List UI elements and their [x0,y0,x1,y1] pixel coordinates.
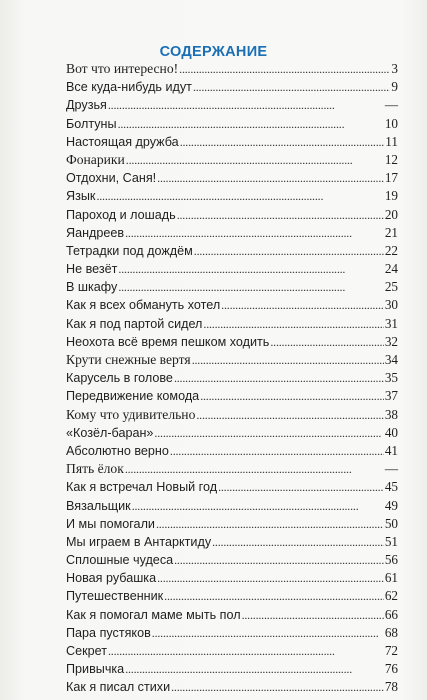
toc-entry-page-number: 38 [384,406,398,422]
toc-entry-page-number: 32 [384,333,398,349]
dot-leader [221,296,384,314]
toc-entry [66,242,398,260]
toc-entry [66,133,398,151]
toc-entry-title: Пароход и лошадь [66,207,176,222]
dot-leader [118,115,384,133]
dot-leader [157,169,384,187]
dot-leader [170,442,384,460]
toc-entry-title: Как я всех обмануть хотел [66,298,221,313]
toc-entry [66,678,398,696]
toc-entry-page-number: 17 [384,170,398,186]
toc-entry [66,642,398,660]
dot-leader [125,660,384,678]
toc-entry-page-number: 10 [384,115,398,131]
toc-entry [66,442,398,460]
toc-entry-page-number: 56 [384,552,398,568]
dot-leader [96,187,383,205]
toc-entry-title: Не везёт [66,262,118,277]
dot-leader [174,369,384,387]
toc-entry [66,333,398,351]
toc-entry-page-number: 72 [384,643,398,658]
dot-leader [196,406,383,424]
dot-leader [200,387,384,405]
toc-entry-page-number: 12 [384,151,398,167]
toc-entry-title: Как я писал стихи [66,680,171,695]
toc-entry-page-number: 78 [384,679,398,695]
toc-entry-page-number: 49 [384,497,398,513]
toc-entry-title: Путешественник [66,589,164,604]
dot-leader [179,60,390,78]
toc-entry [66,497,398,515]
toc-entry-title: Пять ёлок [66,461,124,477]
toc-entry-title: Болтуны [66,116,117,131]
toc-entry [66,387,398,405]
page-title: СОДЕРЖАНИЕ [159,43,268,60]
toc-entry [66,533,398,551]
toc-entry-title: Отдохни, Саня! [66,171,157,186]
toc-entry-title: Фонарики [66,151,125,167]
dot-leader [118,260,383,278]
toc-entry [66,606,398,624]
toc-entry [66,296,398,314]
dot-leader [156,515,384,533]
toc-entry-page-number: 45 [384,479,398,495]
toc-entry-page-number: 62 [384,588,398,604]
toc-entry [66,587,398,605]
toc-entry-title: Настоящая дружба [66,134,179,149]
toc-entry [66,278,398,296]
toc-entry [66,224,398,242]
dot-leader [125,224,384,242]
dot-leader [108,642,384,660]
toc-entry [66,169,398,187]
dot-leader [192,351,384,369]
toc-entry-page-number: 3 [391,61,398,76]
dot-leader [193,78,390,96]
toc-entry-title: Абсолютно верно [66,443,169,458]
dot-leader [157,569,384,587]
dot-leader [126,151,384,169]
toc-entry-page-number: 11 [385,133,398,149]
dot-leader [164,587,384,605]
toc-entry [66,260,398,278]
toc-entry-title: «Козёл-баран» [66,425,154,440]
toc-entry-title: Передвижение комода [66,389,200,404]
toc-entry-title: Вот что интересно! [66,61,179,76]
toc-entry-page-number: 66 [384,606,398,622]
toc-entry-page-number: 50 [384,515,398,531]
toc-entry-page-number: 20 [384,206,398,222]
toc-entry [66,78,398,96]
toc-entry-page-number: 41 [384,442,398,458]
toc-entry-page-number: 31 [384,315,398,331]
toc-entry [66,406,398,424]
toc-entry-page-number: 40 [384,424,398,440]
toc-entry-page-number: 51 [384,533,398,549]
toc-entry [66,115,398,133]
toc-entry [66,569,398,587]
toc-entry-page-number: 35 [384,370,398,386]
toc-entry-page-number: 30 [384,297,398,313]
toc-entry [66,60,398,78]
toc-entry-page-number: 68 [384,624,398,640]
toc-entry-title: Как я встречал Новый год [66,480,218,495]
toc-entry-title: Яандреев [66,225,125,240]
toc-entry-page-number: 9 [391,79,398,95]
toc-entry-page-number: 19 [384,188,398,204]
dot-leader [212,533,384,551]
toc-entry [66,424,398,442]
toc-entry [66,96,398,114]
dot-leader [154,424,383,442]
toc-entry [66,315,398,333]
toc-entry-title: Тетрадки под дождём [66,243,193,258]
toc-entry [66,206,398,224]
toc-entry [66,624,398,642]
toc-entry [66,551,398,569]
toc-entry-page-number: 37 [384,388,398,404]
toc-entry-title: Как я помогал маме мыть пол [66,607,241,622]
dot-leader [180,133,385,151]
toc-entry-title: Как я под партой сидел [66,316,203,331]
dot-leader [270,333,383,351]
toc-entry-title: Пара пустяков [66,625,151,640]
toc-entry [66,369,398,387]
toc-entry-title: Вязальщик [66,498,131,513]
toc-entry-title: Привычка [66,662,125,677]
toc-entry-title: Крути снежные вертя [66,352,191,367]
dot-leader [194,242,384,260]
toc-entry [66,187,398,205]
toc-entry [66,515,398,533]
dot-leader [177,206,384,224]
dot-leader [125,460,384,478]
toc-entry-title: Язык [66,189,96,204]
toc-entry [66,660,398,678]
dot-leader [132,497,384,515]
toc-entry-page-number: 21 [384,224,398,240]
toc-entry-title: Новая рубашка [66,571,157,586]
dot-leader [218,478,384,496]
toc-entry-title: Мы играем в Антарктиду [66,534,212,549]
dot-leader [108,96,384,114]
toc-entry-title: И мы помогали [66,516,155,531]
toc-entry [66,460,398,478]
toc-entry-page-number: 25 [384,279,398,295]
toc-entry [66,478,398,496]
dot-leader [152,624,384,642]
toc-entry-title: Неохота всё время пешком ходить [66,334,270,349]
toc-entry-page-number: 22 [384,242,398,258]
toc-entry-title: Друзья [66,98,107,113]
dot-leader [171,678,384,696]
toc-entry-title: Секрет [66,644,107,658]
dot-leader [242,606,384,624]
toc-entry-page-number: — [384,97,398,113]
toc-entry-title: Сплошные чудеса [66,553,174,568]
toc-entry [66,351,398,369]
toc-entry-title: В шкафу [66,280,118,295]
dot-leader [174,551,384,569]
toc-entry-page-number: 24 [384,261,398,277]
toc-entry-page-number: — [384,461,398,477]
dot-leader [118,278,384,296]
table-of-contents [66,60,398,697]
toc-entry-title: Карусель в голове [66,371,173,386]
toc-entry-page-number: 34 [384,352,398,367]
dot-leader [203,315,383,333]
toc-entry [66,151,398,169]
toc-entry-page-number: 61 [384,570,398,586]
toc-entry-title: Кому что удивительно [66,406,196,422]
toc-entry-page-number: 76 [384,661,398,677]
toc-entry-title: Все куда-нибудь идут [66,80,192,95]
